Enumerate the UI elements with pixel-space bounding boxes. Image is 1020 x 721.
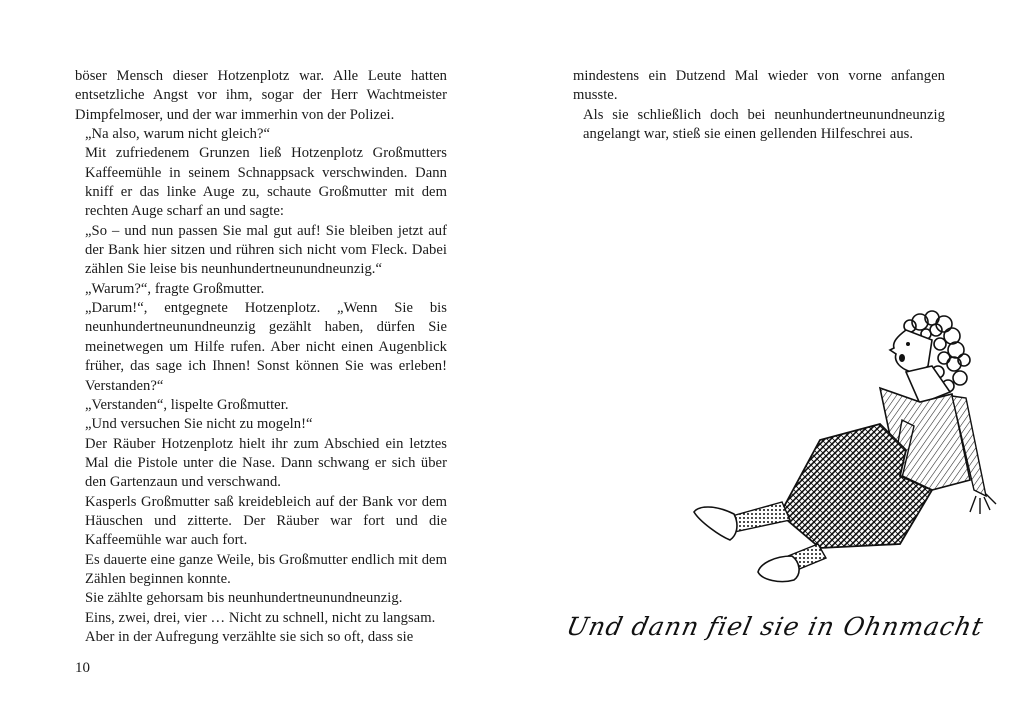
paragraph: Kasperls Großmutter saß kreidebleich auf der Bank vor dem Häuschen und zitterte. Der Räuber war fort und die Kaffeemühle war auch fort. [85, 493, 447, 549]
paragraph: Aber in der Aufregung verzählte sie sich so oft, dass sie [85, 628, 414, 645]
paragraph: Mit zufriedenem Grunzen ließ Hotzenplotz Großmutters Kaffeemühle in seinem Schnappsack verschwinden. Dann kniff er das linke Auge zu, schaute Großmutter mit dem rechten Auge scharf an und sagte: [85, 145, 447, 220]
right-page-text [573, 67, 945, 144]
paragraph: „So – und nun passen Sie mal gut auf! Sie bleiben jetzt auf der Bank hier sitzen und rühren sich nicht vom Fleck. Dabei zählen Sie leise bis neunhundertneunundneunzig.“ [85, 222, 447, 278]
right-page [510, 0, 1020, 721]
page-number: 10 [75, 660, 90, 676]
left-page-text [75, 67, 447, 647]
fainting-grandmother-illustration [670, 300, 1000, 590]
paragraph: „Und versuchen Sie nicht zu mogeln!“ [85, 416, 313, 433]
paragraph: Der Räuber Hotzenplotz hielt ihr zum Abschied ein letztes Mal die Pistole unter die Nase. Dann schwang er sich über den Gartenzaun und verschwand. [85, 435, 447, 491]
paragraph: Als sie schließlich doch bei neunhundertneunundneunzig angelangt war, stieß sie einen gellenden Hilfeschrei aus. [583, 106, 945, 143]
paragraph: „Na also, warum nicht gleich?“ [85, 126, 271, 143]
paragraph: „Verstanden“, lispelte Großmutter. [85, 396, 289, 413]
paragraph: Sie zählte gehorsam bis neunhundertneunundneunzig. [85, 590, 403, 607]
paragraph: „Warum?“, fragte Großmutter. [85, 280, 265, 297]
paragraph: böser Mensch dieser Hotzenplotz war. Alle Leute hatten entsetzliche Angst vor ihm, sogar der Herr Wachtmeister Dimpfelmoser, und der war immerhin von der Polizei. [75, 68, 447, 123]
paragraph: Es dauerte eine ganze Weile, bis Großmutter endlich mit dem Zählen beginnen konnte. [85, 551, 447, 587]
paragraph: mindestens ein Dutzend Mal wieder von vorne anfangen musste. [573, 68, 945, 104]
paragraph: Eins, zwei, drei, vier … Nicht zu schnell, nicht zu langsam. [85, 609, 436, 626]
illustration-caption: Und dann fiel sie in Ohnmacht [563, 612, 987, 641]
paragraph: „Darum!“, entgegnete Hotzenplotz. „Wenn Sie bis neunhundertneunundneunzig gezählt haben, dürfen Sie meinetwegen um Hilfe rufen. Aber nicht einen Augenblick früher, das sage ich Ihnen! Sonst können Sie was erleben! Verstanden?“ [85, 300, 447, 394]
